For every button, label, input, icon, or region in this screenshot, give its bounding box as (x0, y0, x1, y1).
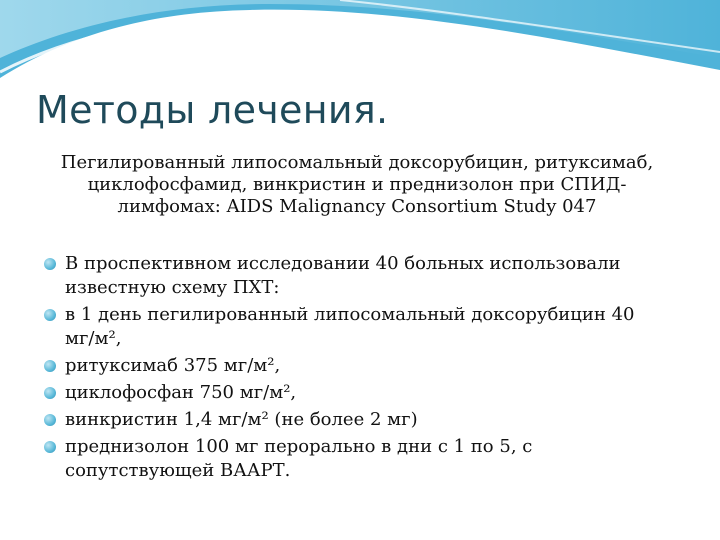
circle-bullet-icon (44, 309, 56, 321)
circle-bullet-icon (44, 258, 56, 270)
circle-bullet-icon (44, 414, 56, 426)
list-item (44, 435, 664, 483)
list-item (44, 303, 664, 351)
list-item (44, 354, 664, 378)
slide-title: Методы лечения. (36, 88, 389, 132)
list-item (44, 381, 664, 405)
list-item-text: винкристин 1,4 мг/м² (не более 2 мг) (65, 409, 418, 430)
list-item-text: преднизолон 100 мг перорально в дни с 1 по 5, с сопутствующей ВААРТ. (65, 436, 533, 481)
list-item (44, 252, 664, 300)
list-item-text: в 1 день пегилированный липосомальный доксорубицин 40 мг/м², (65, 304, 635, 349)
list-item-text: В проспективном исследовании 40 больных использовали известную схему ПХТ: (65, 253, 621, 298)
list-item-text: циклофосфан 750 мг/м², (65, 382, 297, 403)
bullet-list (44, 252, 664, 486)
circle-bullet-icon (44, 441, 56, 453)
intro-paragraph: Пегилированный липосомальный доксорубицин, ритуксимаб, циклофосфамид, винкристин и преднизолон при СПИД-лимфомах: AIDS Malignancy Consortium Study 047 (60, 152, 654, 217)
list-item (44, 408, 664, 432)
circle-bullet-icon (44, 360, 56, 372)
list-item-text: ритуксимаб 375 мг/м², (65, 355, 281, 376)
circle-bullet-icon (44, 387, 56, 399)
